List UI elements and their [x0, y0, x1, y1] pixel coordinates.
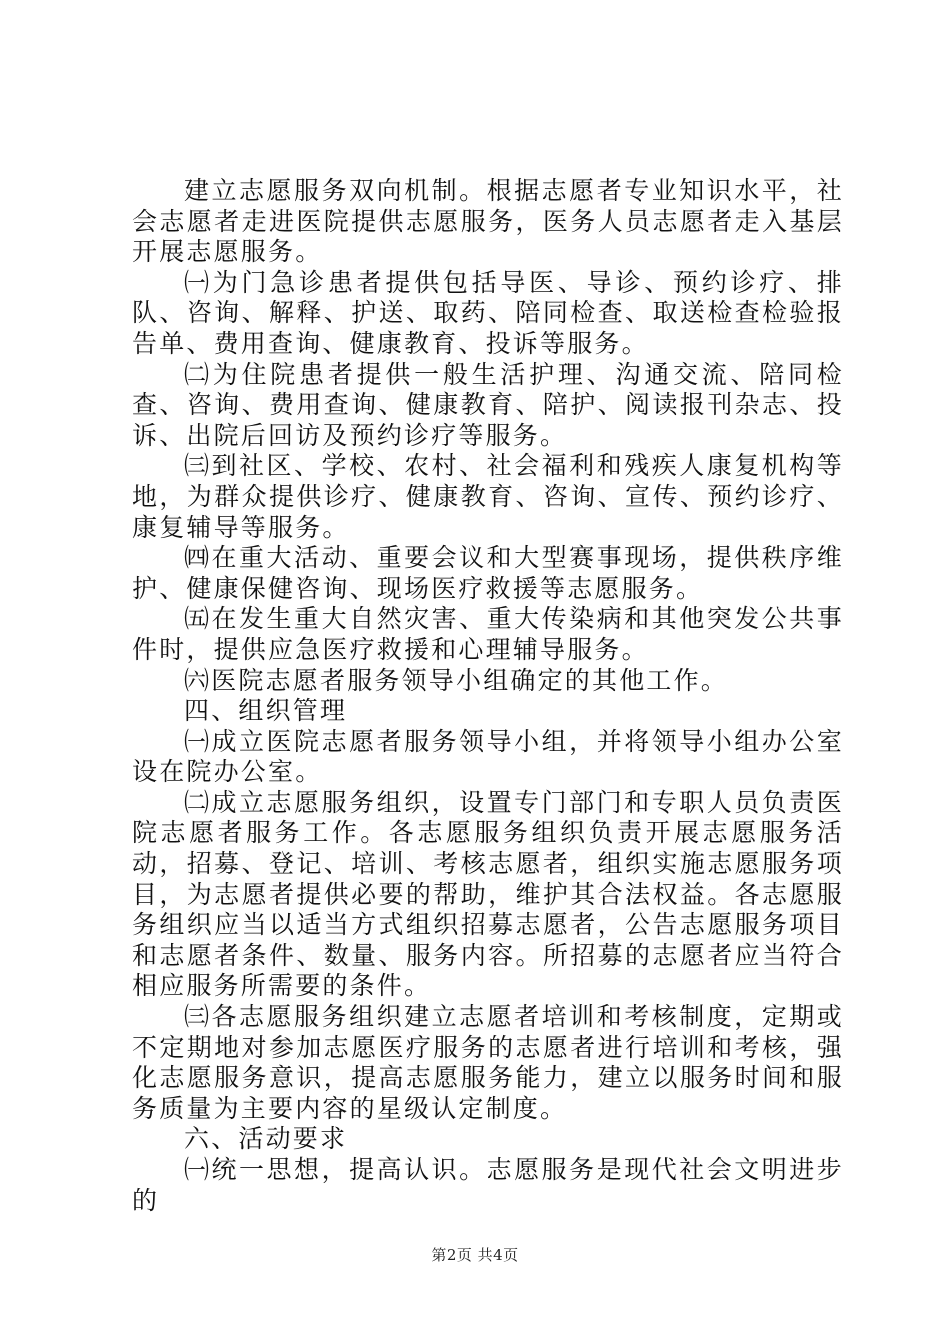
- paragraph: 建立志愿服务双向机制。根据志愿者专业知识水平，社会志愿者走进医院提供志愿服务，医务人员志愿者走入基层开展志愿服务。: [132, 176, 844, 267]
- paragraph: ㈡成立志愿服务组织，设置专门部门和专职人员负责医院志愿者服务工作。各志愿服务组织负责开展志愿服务活动，招募、登记、培训、考核志愿者，组织实施志愿服务项目，为志愿者提供必要的帮助，维护其合法权益。各志愿服务组织应当以适当方式组织招募志愿者，公告志愿服务项目和志愿者条件、数量、服务内容。所招募的志愿者应当符合相应服务所需要的条件。: [132, 787, 844, 1001]
- paragraph: ㈠为门急诊患者提供包括导医、导诊、预约诊疗、排队、咨询、解释、护送、取药、陪同检查、取送检查检验报告单、费用查询、健康教育、投诉等服务。: [132, 267, 844, 358]
- paragraph: ㈣在重大活动、重要会议和大型赛事现场，提供秩序维护、健康保健咨询、现场医疗救援等志愿服务。: [132, 543, 844, 603]
- document-body: [132, 176, 844, 1216]
- paragraph: ㈢到社区、学校、农村、社会福利和残疾人康复机构等地，为群众提供诊疗、健康教育、咨询、宣传、预约诊疗、康复辅导等服务。: [132, 451, 844, 542]
- section-heading: 六、活动要求: [184, 1124, 348, 1154]
- page-footer: 第2页 共4页: [431, 1246, 519, 1264]
- paragraph: ㈤在发生重大自然灾害、重大传染病和其他突发公共事件时，提供应急医疗救援和心理辅导服务。: [132, 604, 844, 664]
- paragraph: ㈥医院志愿者服务领导小组确定的其他工作。: [184, 665, 729, 695]
- paragraph: ㈢各志愿服务组织建立志愿者培训和考核制度，定期或不定期地对参加志愿医疗服务的志愿者进行培训和考核，强化志愿服务意识，提高志愿服务能力，建立以服务时间和服务质量为主要内容的星级认定制度。: [132, 1002, 844, 1123]
- paragraph: ㈠成立医院志愿者服务领导小组，并将领导小组办公室设在院办公室。: [132, 726, 844, 787]
- section-heading: 四、组织管理: [184, 696, 348, 726]
- paragraph: ㈠统一思想，提高认识。志愿服务是现代社会文明进步的: [132, 1155, 844, 1215]
- paragraph: ㈡为住院患者提供一般生活护理、沟通交流、陪同检查、咨询、费用查询、健康教育、陪护、阅读报刊杂志、投诉、出院后回访及预约诊疗等服务。: [132, 359, 844, 450]
